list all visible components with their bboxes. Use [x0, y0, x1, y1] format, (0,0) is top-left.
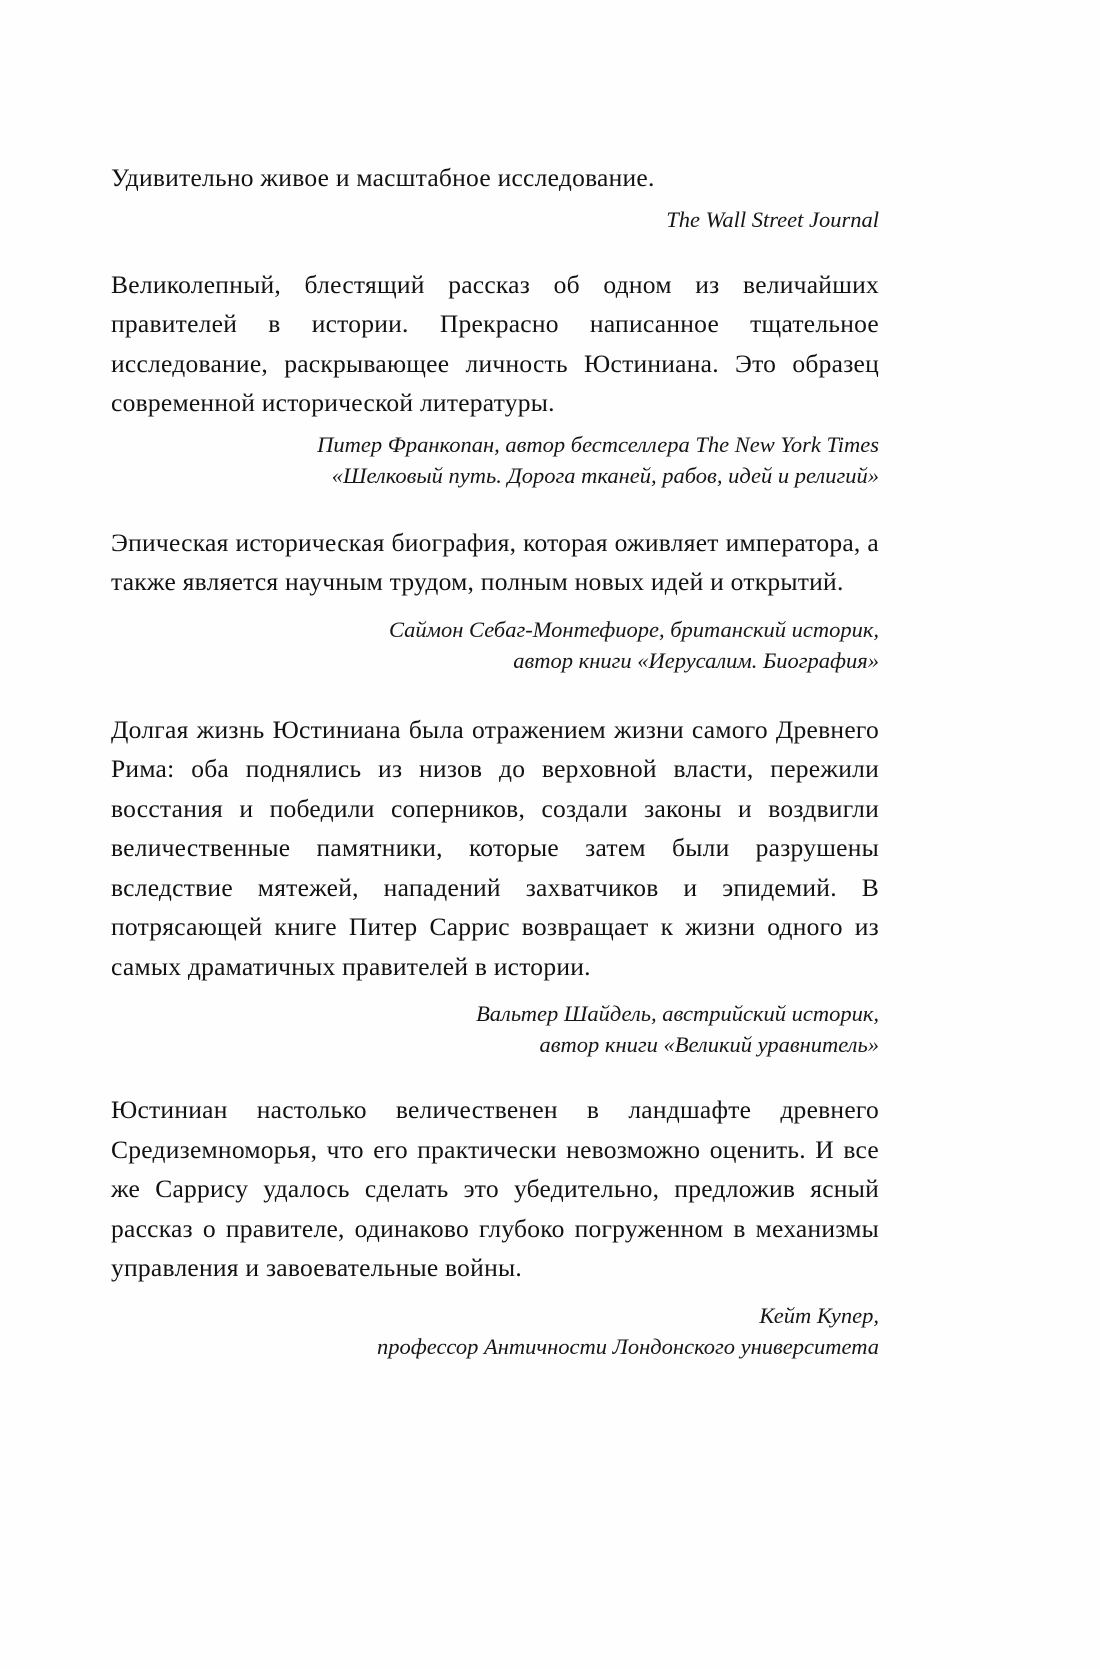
quote-text: Великолепный, блестящий рассказ об одном из величайших правителей в истории. Прекрасно написанное тщательное исследование, раскрывающее личность Юстиниана. Это образец современной исторической литературы.: [111, 269, 879, 417]
attribution-line: Саймон Себаг-Монтефиоре, британский историк,: [389, 616, 879, 642]
quote-text: Эпическая историческая биография, которая оживляет императора, а также является научным трудом, полным новых идей и открытий.: [111, 527, 879, 596]
attribution-line: автор книги «Великий уравнитель»: [539, 1032, 879, 1057]
quote-attribution: [111, 1300, 879, 1362]
quote-attribution: [111, 614, 879, 676]
quote-attribution: [111, 998, 879, 1060]
attribution-line: Вальтер Шайдель, австрийский историк,: [476, 1001, 879, 1026]
praise-quotes-container: [111, 158, 879, 1362]
attribution-line: профессор Античности Лондонского университета: [377, 1333, 879, 1359]
blurb-wall-street-journal: [111, 158, 879, 235]
quote-attribution: [111, 204, 879, 235]
attribution-line: The Wall Street Journal: [666, 206, 879, 232]
attribution-line: «Шелковый путь. Дорога тканей, рабов, идей и религий»: [331, 462, 879, 488]
attribution-line: автор книги «Иерусалим. Биография»: [513, 647, 879, 673]
quote-attribution: [111, 429, 879, 491]
blurb-kate-cooper: [111, 1090, 879, 1362]
attribution-line: Кейт Купер,: [759, 1302, 879, 1328]
quote-text: Юстиниан настолько величественен в ландшафте древнего Средиземноморья, что его практически невозможно оценить. И все же Саррису удалось сделать это убедительно, предложив ясный рассказ о правителе, одинаково глубоко погруженном в механизмы управления и завоевательные войны.: [111, 1095, 879, 1282]
blurb-simon-sebag-montefiore: [111, 523, 879, 676]
blurb-peter-frankopan: [111, 265, 879, 491]
quote-text: Удивительно живое и масштабное исследование.: [111, 163, 655, 192]
quote-text: Долгая жизнь Юстиниана была отражением жизни самого Древнего Рима: оба поднялись из низов до верховной власти, пережили восстания и победили соперников, создали законы и воздвигли величественные памятники, которые затем были разрушены вследствие мятежей, нападений захватчиков и эпидемий. В потрясающей книге Питер Саррис возвращает к жизни одного из самых драматичных правителей в истории.: [111, 714, 879, 981]
blurb-walter-scheidel: [111, 710, 879, 1061]
attribution-line: Питер Франкопан, автор бестселлера The New York Times: [317, 431, 879, 457]
